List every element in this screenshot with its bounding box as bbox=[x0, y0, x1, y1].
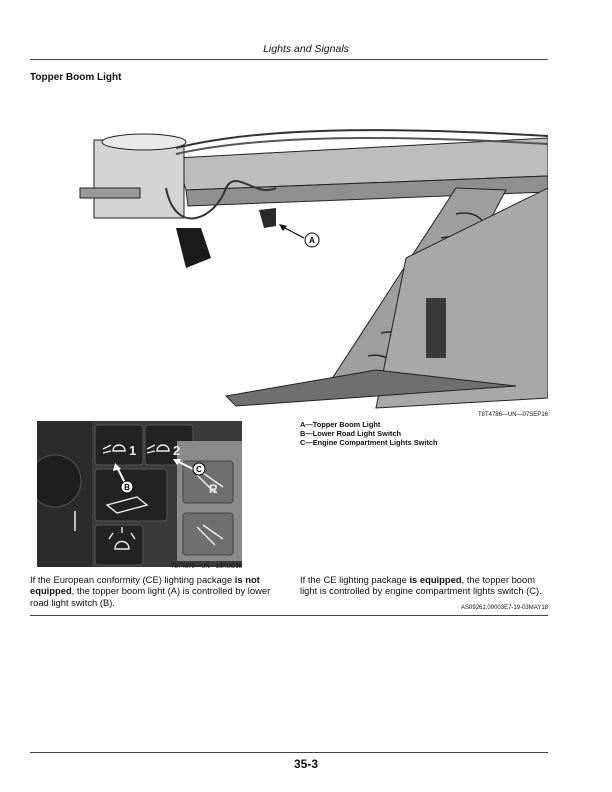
footer-rule bbox=[30, 752, 548, 753]
paragraph-left-text-2: , the topper boom light (A) is controlled by lower road light switch (B). bbox=[30, 585, 271, 608]
page-header-title: Lights and Signals bbox=[263, 43, 349, 55]
topper-boom-illustration bbox=[76, 128, 548, 410]
switch-panel-illustration bbox=[37, 421, 242, 567]
callout-c: C bbox=[196, 465, 202, 474]
figure-bottom-code: T8T4679—UN—19AUG16 bbox=[170, 564, 242, 570]
section-end-rule bbox=[30, 615, 548, 616]
page-number: 35-3 bbox=[293, 757, 319, 771]
legend-item-a: A—Topper Boom Light bbox=[300, 420, 381, 429]
section-title: Topper Boom Light bbox=[30, 72, 122, 83]
switch-label-r: R bbox=[209, 482, 218, 496]
figure-legend bbox=[300, 420, 438, 448]
paragraph-left-text-1: If the European conformity (CE) lighting package bbox=[30, 574, 235, 585]
header-rule bbox=[30, 59, 548, 60]
figure-top-code: T8T4786—UN—07SEP16 bbox=[477, 412, 548, 418]
switch-label-2: 2 bbox=[173, 443, 181, 458]
callout-a: A bbox=[309, 236, 315, 245]
legend-item-c: C—Engine Compartment Lights Switch bbox=[300, 438, 438, 448]
switch-label-1: 1 bbox=[129, 443, 137, 458]
paragraph-right-text-1: If the CE lighting package bbox=[300, 574, 410, 585]
callout-b: B bbox=[124, 483, 130, 492]
paragraph-ce-equipped bbox=[300, 574, 548, 597]
reference-code: AS09261,00003E7-19-03MAY18 bbox=[461, 605, 548, 611]
legend-item-b: B—Lower Road Light Switch bbox=[300, 429, 402, 439]
paragraph-right-text-2: , the topper boom light is controlled by engine compartment lights switch (C). bbox=[300, 574, 542, 597]
paragraph-left-emphasis: is not equipped bbox=[30, 574, 260, 597]
paragraph-ce-not-equipped bbox=[30, 574, 278, 608]
paragraph-right-emphasis: is equipped bbox=[409, 574, 462, 585]
